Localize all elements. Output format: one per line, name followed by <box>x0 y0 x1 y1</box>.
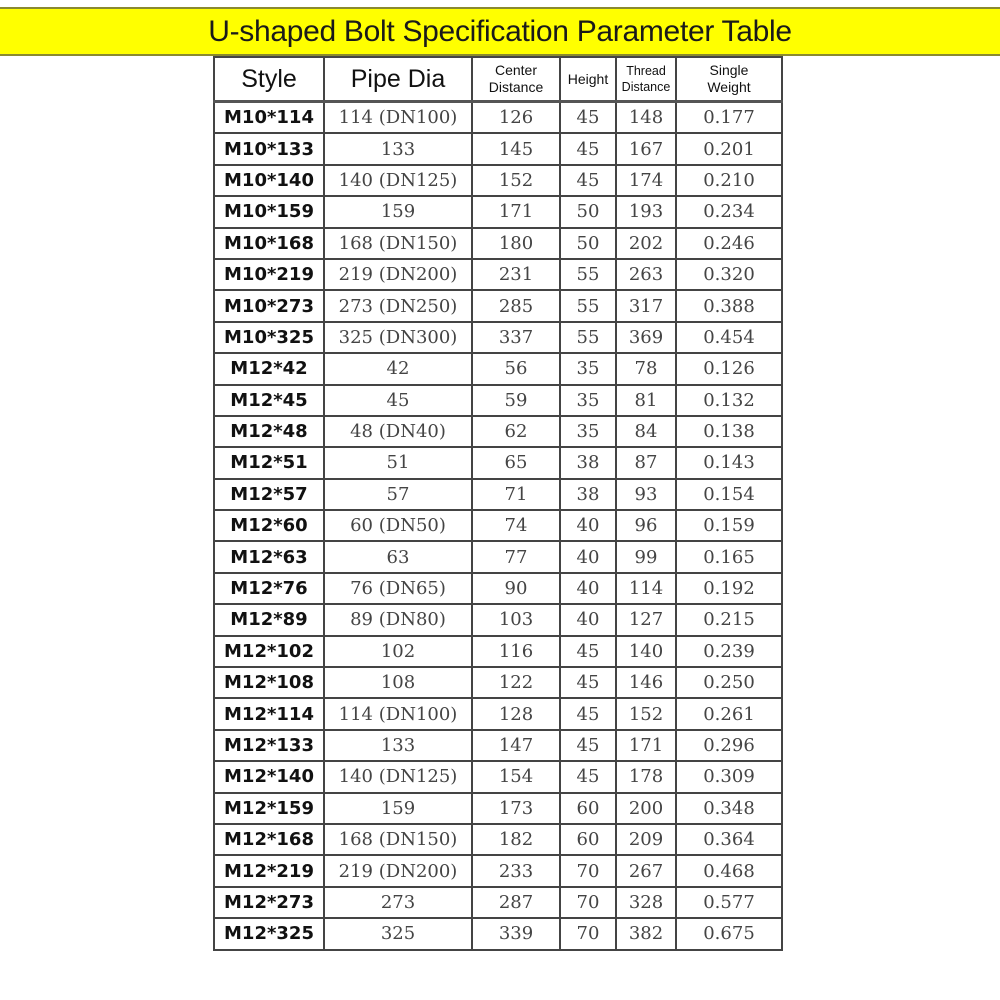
single-weight-cell: 0.210 <box>676 165 782 196</box>
thread-distance-cell: 171 <box>616 730 676 761</box>
style-cell: M10*114 <box>214 102 324 134</box>
style-cell: M12*219 <box>214 855 324 886</box>
thread-distance-cell: 87 <box>616 447 676 478</box>
center-distance-cell: 287 <box>472 887 560 918</box>
thread-distance-cell: 146 <box>616 667 676 698</box>
table-row <box>214 353 782 384</box>
height-cell: 45 <box>560 667 616 698</box>
table-row <box>214 636 782 667</box>
pipe-dia-cell: 76 (DN65) <box>324 573 472 604</box>
center-distance-cell: 180 <box>472 228 560 259</box>
pipe-dia-cell: 133 <box>324 133 472 164</box>
thread-distance-cell: 263 <box>616 259 676 290</box>
pipe-dia-cell: 108 <box>324 667 472 698</box>
table-row <box>214 165 782 196</box>
table-row <box>214 573 782 604</box>
height-cell: 50 <box>560 196 616 227</box>
height-cell: 40 <box>560 604 616 635</box>
table-row <box>214 855 782 886</box>
pipe-dia-cell: 114 (DN100) <box>324 102 472 134</box>
style-cell: M12*45 <box>214 385 324 416</box>
header-center-distance: Center Distance <box>472 57 560 102</box>
thread-distance-cell: 369 <box>616 322 676 353</box>
single-weight-cell: 0.165 <box>676 541 782 572</box>
pipe-dia-cell: 325 <box>324 918 472 949</box>
height-cell: 45 <box>560 102 616 134</box>
thread-distance-cell: 81 <box>616 385 676 416</box>
table-row <box>214 196 782 227</box>
table-row <box>214 447 782 478</box>
style-cell: M12*76 <box>214 573 324 604</box>
single-weight-cell: 0.159 <box>676 510 782 541</box>
height-cell: 55 <box>560 322 616 353</box>
header-single-weight: Single Weight <box>676 57 782 102</box>
table-row <box>214 730 782 761</box>
thread-distance-cell: 178 <box>616 761 676 792</box>
style-cell: M12*102 <box>214 636 324 667</box>
style-cell: M12*63 <box>214 541 324 572</box>
height-cell: 60 <box>560 824 616 855</box>
single-weight-cell: 0.215 <box>676 604 782 635</box>
pipe-dia-cell: 57 <box>324 479 472 510</box>
pipe-dia-cell: 159 <box>324 793 472 824</box>
height-cell: 45 <box>560 133 616 164</box>
pipe-dia-cell: 89 (DN80) <box>324 604 472 635</box>
single-weight-cell: 0.454 <box>676 322 782 353</box>
height-cell: 55 <box>560 290 616 321</box>
table-row <box>214 667 782 698</box>
pipe-dia-cell: 159 <box>324 196 472 227</box>
single-weight-cell: 0.126 <box>676 353 782 384</box>
header-thread-distance: Thread Distance <box>616 57 676 102</box>
center-distance-cell: 173 <box>472 793 560 824</box>
pipe-dia-cell: 219 (DN200) <box>324 855 472 886</box>
style-cell: M10*273 <box>214 290 324 321</box>
single-weight-cell: 0.296 <box>676 730 782 761</box>
thread-distance-cell: 200 <box>616 793 676 824</box>
single-weight-cell: 0.388 <box>676 290 782 321</box>
thread-distance-cell: 96 <box>616 510 676 541</box>
thread-distance-cell: 202 <box>616 228 676 259</box>
height-cell: 45 <box>560 165 616 196</box>
style-cell: M12*57 <box>214 479 324 510</box>
style-cell: M10*219 <box>214 259 324 290</box>
center-distance-cell: 71 <box>472 479 560 510</box>
table-row <box>214 322 782 353</box>
height-cell: 45 <box>560 730 616 761</box>
height-cell: 45 <box>560 698 616 729</box>
center-distance-cell: 62 <box>472 416 560 447</box>
pipe-dia-cell: 45 <box>324 385 472 416</box>
style-cell: M12*114 <box>214 698 324 729</box>
single-weight-cell: 0.577 <box>676 887 782 918</box>
single-weight-cell: 0.348 <box>676 793 782 824</box>
center-distance-cell: 285 <box>472 290 560 321</box>
center-distance-cell: 59 <box>472 385 560 416</box>
center-distance-cell: 116 <box>472 636 560 667</box>
style-cell: M12*108 <box>214 667 324 698</box>
single-weight-cell: 0.309 <box>676 761 782 792</box>
pipe-dia-cell: 133 <box>324 730 472 761</box>
thread-distance-cell: 209 <box>616 824 676 855</box>
pipe-dia-cell: 140 (DN125) <box>324 761 472 792</box>
center-distance-cell: 154 <box>472 761 560 792</box>
thread-distance-cell: 148 <box>616 102 676 134</box>
header-height: Height <box>560 57 616 102</box>
style-cell: M12*159 <box>214 793 324 824</box>
height-cell: 55 <box>560 259 616 290</box>
spec-table <box>213 56 783 951</box>
pipe-dia-cell: 325 (DN300) <box>324 322 472 353</box>
height-cell: 40 <box>560 510 616 541</box>
center-distance-cell: 103 <box>472 604 560 635</box>
center-distance-cell: 339 <box>472 918 560 949</box>
style-cell: M12*325 <box>214 918 324 949</box>
height-cell: 45 <box>560 761 616 792</box>
table-row <box>214 698 782 729</box>
pipe-dia-cell: 42 <box>324 353 472 384</box>
thread-distance-cell: 99 <box>616 541 676 572</box>
single-weight-cell: 0.261 <box>676 698 782 729</box>
single-weight-cell: 0.250 <box>676 667 782 698</box>
thread-distance-cell: 127 <box>616 604 676 635</box>
table-row <box>214 416 782 447</box>
style-cell: M10*325 <box>214 322 324 353</box>
style-cell: M10*140 <box>214 165 324 196</box>
pipe-dia-cell: 63 <box>324 541 472 572</box>
table-row <box>214 824 782 855</box>
height-cell: 35 <box>560 385 616 416</box>
table-row <box>214 290 782 321</box>
single-weight-cell: 0.234 <box>676 196 782 227</box>
height-cell: 35 <box>560 353 616 384</box>
height-cell: 40 <box>560 541 616 572</box>
table-row <box>214 793 782 824</box>
height-cell: 70 <box>560 855 616 886</box>
thread-distance-cell: 382 <box>616 918 676 949</box>
thread-distance-cell: 114 <box>616 573 676 604</box>
single-weight-cell: 0.239 <box>676 636 782 667</box>
center-distance-cell: 56 <box>472 353 560 384</box>
style-cell: M12*89 <box>214 604 324 635</box>
height-cell: 70 <box>560 887 616 918</box>
pipe-dia-cell: 273 <box>324 887 472 918</box>
height-cell: 60 <box>560 793 616 824</box>
center-distance-cell: 147 <box>472 730 560 761</box>
single-weight-cell: 0.154 <box>676 479 782 510</box>
height-cell: 45 <box>560 636 616 667</box>
center-distance-cell: 171 <box>472 196 560 227</box>
center-distance-cell: 126 <box>472 102 560 134</box>
thread-distance-cell: 152 <box>616 698 676 729</box>
style-cell: M12*140 <box>214 761 324 792</box>
table-row <box>214 604 782 635</box>
height-cell: 50 <box>560 228 616 259</box>
style-cell: M10*133 <box>214 133 324 164</box>
pipe-dia-cell: 140 (DN125) <box>324 165 472 196</box>
center-distance-cell: 122 <box>472 667 560 698</box>
table-row <box>214 918 782 949</box>
style-cell: M12*51 <box>214 447 324 478</box>
thread-distance-cell: 140 <box>616 636 676 667</box>
single-weight-cell: 0.177 <box>676 102 782 134</box>
center-distance-cell: 337 <box>472 322 560 353</box>
pipe-dia-cell: 168 (DN150) <box>324 824 472 855</box>
center-distance-cell: 65 <box>472 447 560 478</box>
thread-distance-cell: 267 <box>616 855 676 886</box>
single-weight-cell: 0.246 <box>676 228 782 259</box>
single-weight-cell: 0.138 <box>676 416 782 447</box>
single-weight-cell: 0.192 <box>676 573 782 604</box>
center-distance-cell: 182 <box>472 824 560 855</box>
table-row <box>214 385 782 416</box>
single-weight-cell: 0.320 <box>676 259 782 290</box>
center-distance-cell: 74 <box>472 510 560 541</box>
table-row <box>214 887 782 918</box>
height-cell: 38 <box>560 447 616 478</box>
pipe-dia-cell: 114 (DN100) <box>324 698 472 729</box>
height-cell: 40 <box>560 573 616 604</box>
table-row <box>214 133 782 164</box>
pipe-dia-cell: 48 (DN40) <box>324 416 472 447</box>
center-distance-cell: 152 <box>472 165 560 196</box>
thread-distance-cell: 167 <box>616 133 676 164</box>
center-distance-cell: 233 <box>472 855 560 886</box>
style-cell: M10*159 <box>214 196 324 227</box>
thread-distance-cell: 328 <box>616 887 676 918</box>
style-cell: M12*42 <box>214 353 324 384</box>
single-weight-cell: 0.132 <box>676 385 782 416</box>
style-cell: M10*168 <box>214 228 324 259</box>
center-distance-cell: 77 <box>472 541 560 572</box>
header-row <box>214 57 782 102</box>
single-weight-cell: 0.364 <box>676 824 782 855</box>
table-row <box>214 228 782 259</box>
thread-distance-cell: 174 <box>616 165 676 196</box>
center-distance-cell: 90 <box>472 573 560 604</box>
single-weight-cell: 0.201 <box>676 133 782 164</box>
header-style: Style <box>214 57 324 102</box>
thread-distance-cell: 78 <box>616 353 676 384</box>
height-cell: 38 <box>560 479 616 510</box>
thread-distance-cell: 84 <box>616 416 676 447</box>
pipe-dia-cell: 168 (DN150) <box>324 228 472 259</box>
pipe-dia-cell: 60 (DN50) <box>324 510 472 541</box>
style-cell: M12*168 <box>214 824 324 855</box>
style-cell: M12*133 <box>214 730 324 761</box>
table-row <box>214 259 782 290</box>
pipe-dia-cell: 51 <box>324 447 472 478</box>
thread-distance-cell: 317 <box>616 290 676 321</box>
table-title: U-shaped Bolt Specification Parameter Table <box>0 7 1000 56</box>
pipe-dia-cell: 102 <box>324 636 472 667</box>
single-weight-cell: 0.143 <box>676 447 782 478</box>
center-distance-cell: 231 <box>472 259 560 290</box>
center-distance-cell: 145 <box>472 133 560 164</box>
thread-distance-cell: 193 <box>616 196 676 227</box>
table-row <box>214 479 782 510</box>
table-row <box>214 510 782 541</box>
table-row <box>214 102 782 134</box>
center-distance-cell: 128 <box>472 698 560 729</box>
height-cell: 70 <box>560 918 616 949</box>
single-weight-cell: 0.468 <box>676 855 782 886</box>
table-row <box>214 761 782 792</box>
single-weight-cell: 0.675 <box>676 918 782 949</box>
style-cell: M12*273 <box>214 887 324 918</box>
table-row <box>214 541 782 572</box>
pipe-dia-cell: 219 (DN200) <box>324 259 472 290</box>
thread-distance-cell: 93 <box>616 479 676 510</box>
pipe-dia-cell: 273 (DN250) <box>324 290 472 321</box>
header-pipe-dia: Pipe Dia <box>324 57 472 102</box>
style-cell: M12*60 <box>214 510 324 541</box>
height-cell: 35 <box>560 416 616 447</box>
style-cell: M12*48 <box>214 416 324 447</box>
